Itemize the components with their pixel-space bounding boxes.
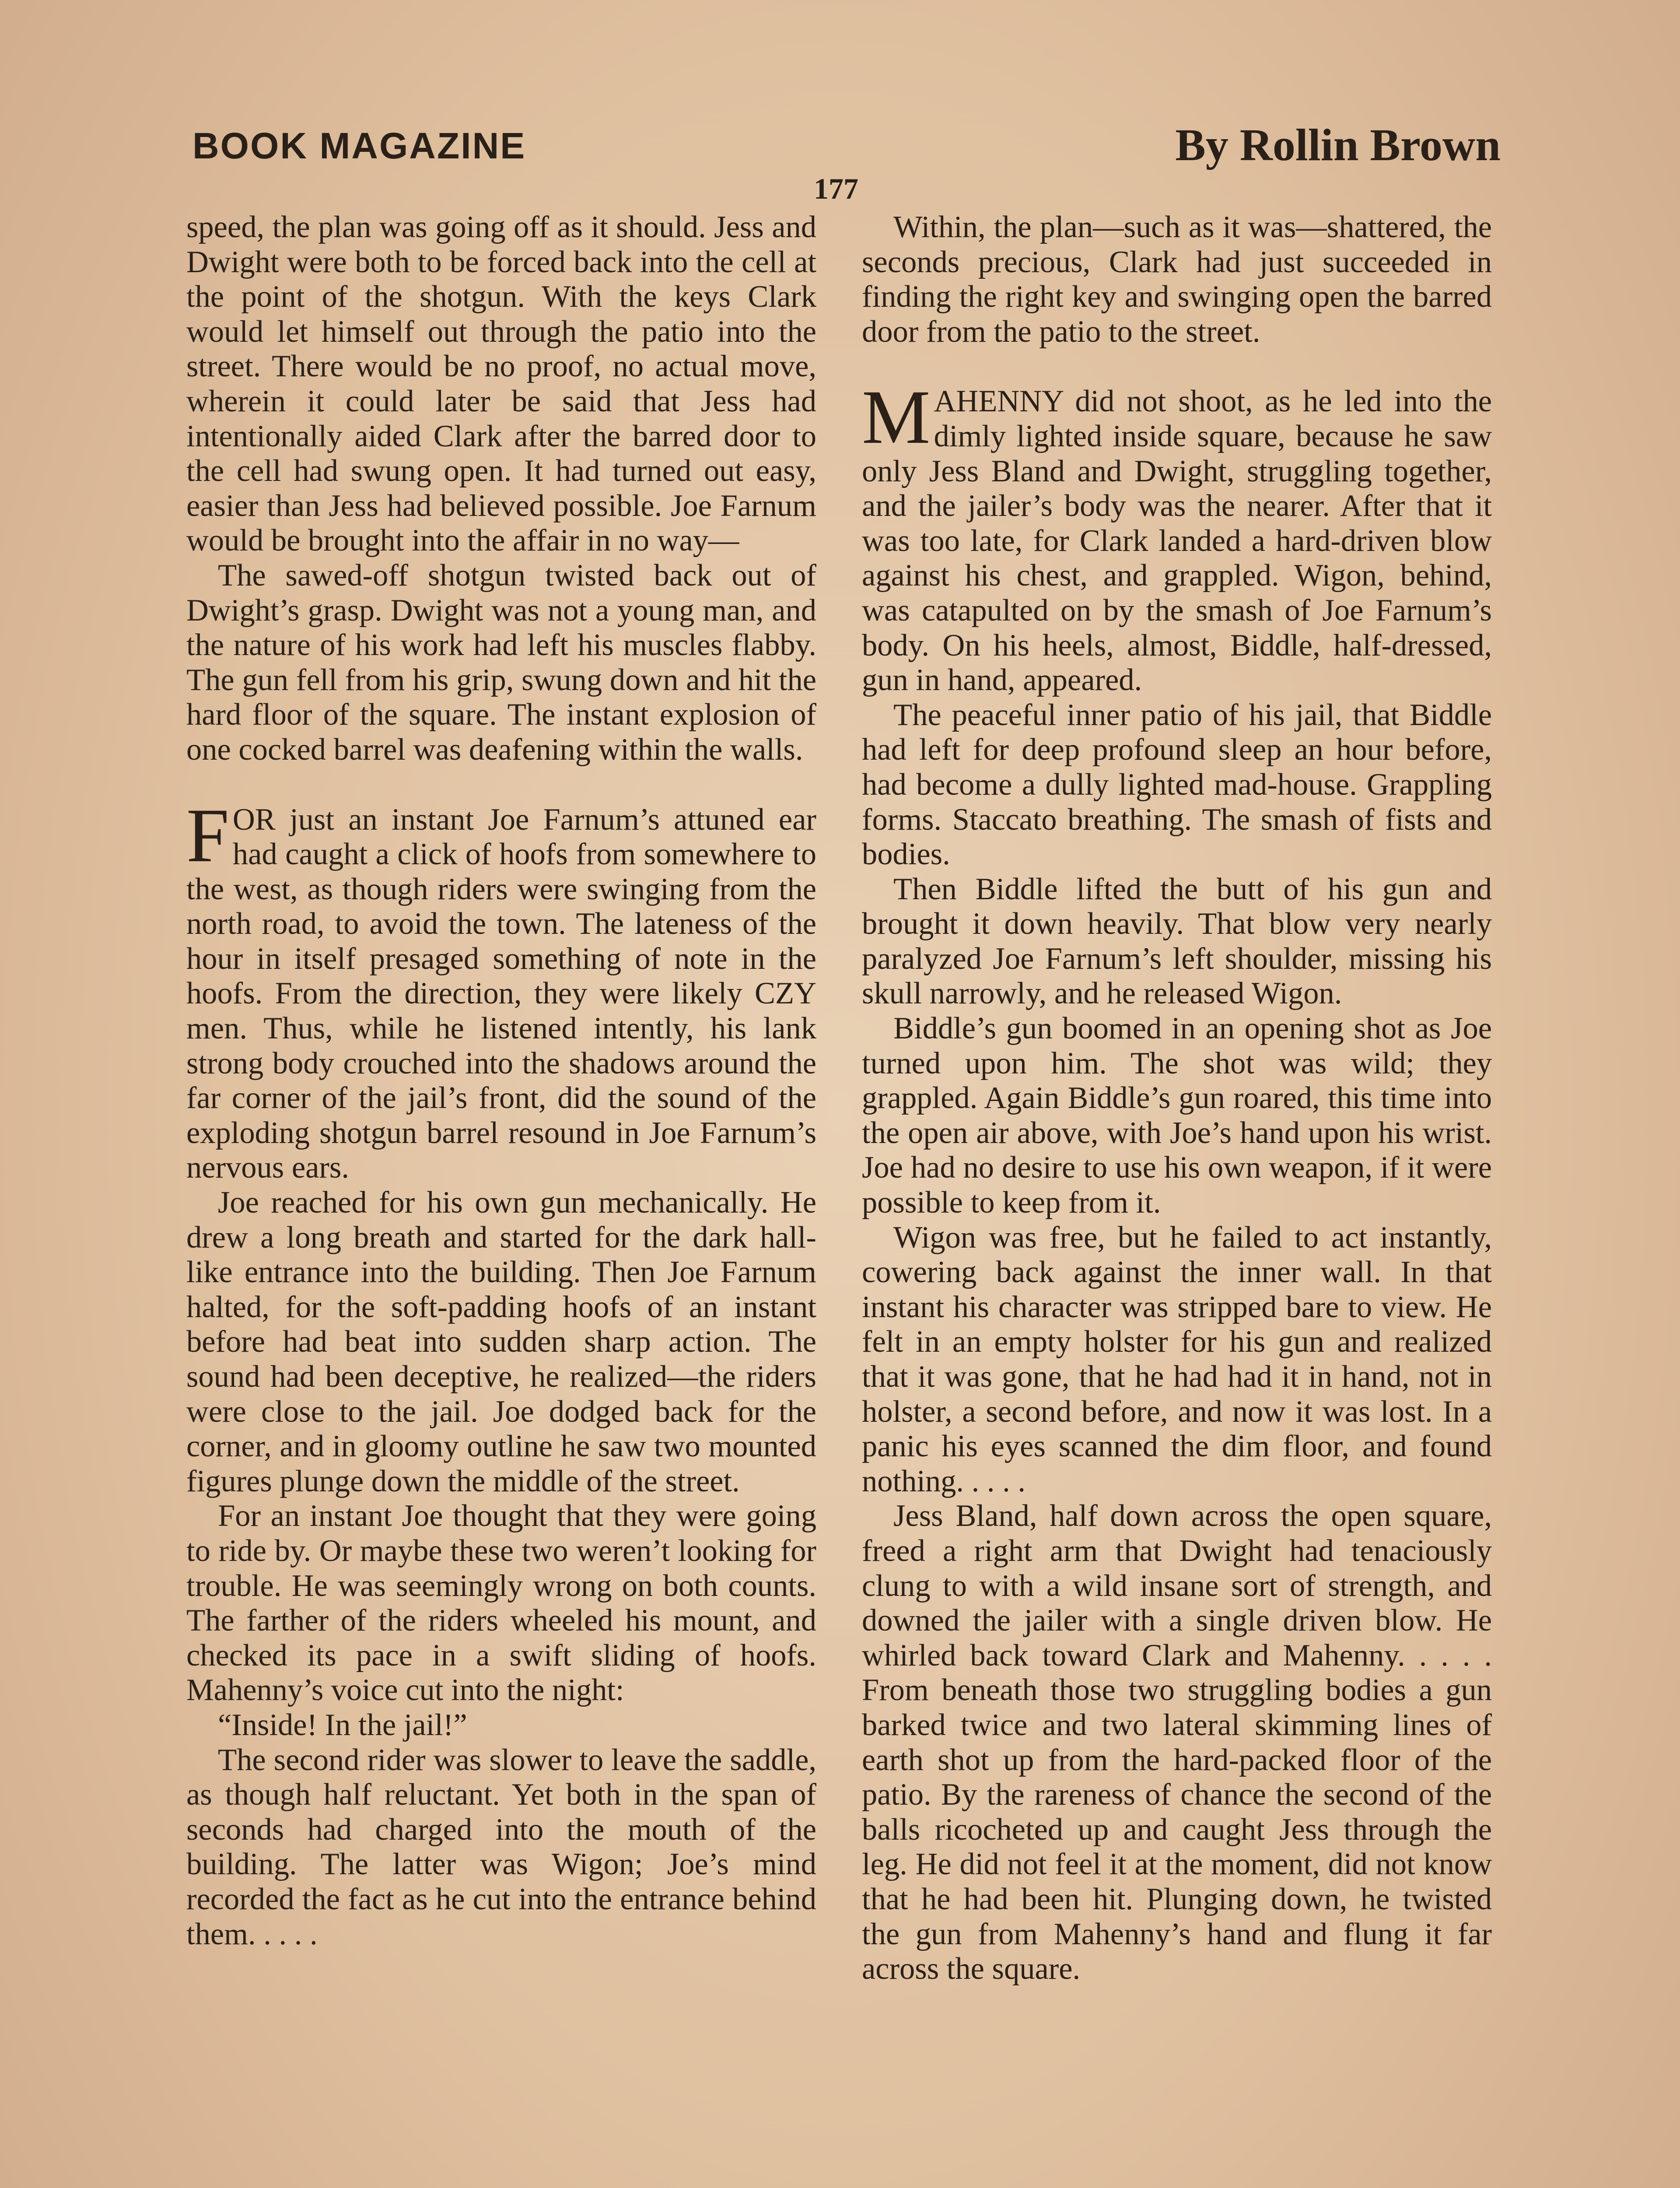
paragraph: The peaceful inner patio of his jail, that Biddle had left for deep profound sleep an hour before, had become a dully lighted mad-house. Grappling forms. Staccato breathing. The smash of fists and bodies. xyxy=(862,698,1492,872)
paragraph: Within, the plan—such as it was—shattered, the seconds precious, Clark had just succeeded in finding the right key and swinging open the barred door from the patio to the street. xyxy=(862,210,1492,349)
section-paragraph xyxy=(862,375,1492,698)
drop-cap: M xyxy=(862,375,931,460)
paragraph: Jess Bland, half down across the open square, freed a right arm that Dwight had tenaciously clung to with a wild insane sort of strength, and downed the jailer with a single driven blow. He whirled back toward Clark and Mahenny. . . . . From beneath those two struggling bodies a gun barked twice and two lateral skimming lines of earth shot up from the hard-packed floor of the patio. By the rareness of chance the second of the balls ricocheted up and caught Jess through the leg. He did not feel it at the moment, did not know that he had been hit. Plunging down, he twisted the gun from Mahenny’s hand and flung it far across the square. xyxy=(862,1499,1492,1986)
paragraph-text: OR just an instant Joe Farnum’s attuned ear had caught a click of hoofs from somewhere to the west, as though riders were swinging from the north road, to avoid the town. The lateness of the hour in itself presaged something of note in the hoofs. From the direction, they were likely CZY men. Thus, while he listened intently, his lank strong body crouched into the shadows around the far corner of the jail’s front, did the sound of the exploding shotgun barrel resound in Joe Farnum’s nervous ears. xyxy=(186,802,816,1185)
dialogue-line: “Inside! In the jail!” xyxy=(218,1708,467,1742)
publication-title: BOOK MAGAZINE xyxy=(192,125,526,166)
paragraph: Wigon was free, but he failed to act instantly, cowering back against the inner wall. In that instant his character was stripped bare to view. He felt in an empty holster for his gun and realized that it was gone, that he had had it in hand, not in holster, a second before, and now it was lost. In a panic his eyes scanned the dim floor, and found nothing. . . . . xyxy=(862,1220,1492,1498)
left-column xyxy=(186,210,816,1952)
author-byline: By Rollin Brown xyxy=(1175,120,1501,170)
section-paragraph xyxy=(186,792,816,1186)
paragraph: The sawed-off shotgun twisted back out of Dwight’s grasp. Dwight was not a young man, and the nature of his work had left his muscles flabby. The gun fell from his grip, swung down and hit the hard floor of the square. The instant explosion of one cocked barrel was deafening within the walls. xyxy=(186,558,816,767)
drop-cap: F xyxy=(186,792,229,878)
paragraph: Then Biddle lifted the butt of his gun and brought it down heavily. That blow very nearly paralyzed Joe Farnum’s left shoulder, missing his skull narrowly, and he released Wigon. xyxy=(862,872,1492,1011)
page-number: 177 xyxy=(814,172,858,205)
right-column xyxy=(862,210,1492,1987)
paragraph: speed, the plan was going off as it should. Jess and Dwight were both to be forced back into the cell at the point of the shotgun. With the keys Clark would let himself out through the patio into the street. There would be no proof, no actual move, wherein it could later be said that Jess had intentionally aided Clark after the barred door to the cell had swung open. It had turned out easy, easier than Jess had believed possible. Joe Farnum would be brought into the affair in no way— xyxy=(186,210,816,558)
paragraph: Biddle’s gun boomed in an opening shot as Joe turned upon him. The shot was wild; they grappled. Again Biddle’s gun roared, this time into the open air above, with Joe’s hand upon his wrist. Joe had no desire to use his own weapon, if it were possible to keep from it. xyxy=(862,1011,1492,1220)
paragraph: For an instant Joe thought that they were going to ride by. Or maybe these two weren’t looking for trouble. He was seemingly wrong on both counts. The farther of the riders wheeled his mount, and checked its pace in a swift sliding of hoofs. Mahenny’s voice cut into the night: xyxy=(186,1499,816,1708)
paragraph: Joe reached for his own gun mechanically. He drew a long breath and started for the dark hall-like entrance into the building. Then Joe Farnum halted, for the soft-padding hoofs of an instant before had beat into sudden sharp action. The sound had been deceptive, he realized—the riders were close to the jail. Joe dodged back for the corner, and in gloomy outline he saw two mounted figures plunge down the middle of the street. xyxy=(186,1185,816,1498)
paragraph-text: AHENNY did not shoot, as he led into the dimly lighted inside square, because he saw only Jess Bland and Dwight, struggling together, and the jailer’s body was the nearer. After that it was too late, for Clark landed a hard-driven blow against his chest, and grappled. Wigon, behind, was catapulted on by the smash of Joe Farnum’s body. On his heels, almost, Biddle, half-dressed, gun in hand, appeared. xyxy=(862,384,1492,698)
paragraph: The second rider was slower to leave the saddle, as though half reluctant. Yet both in the span of seconds had charged into the mouth of the building. The latter was Wigon; Joe’s mind recorded the fact as he cut into the entrance behind them. . . . . xyxy=(186,1743,816,1951)
